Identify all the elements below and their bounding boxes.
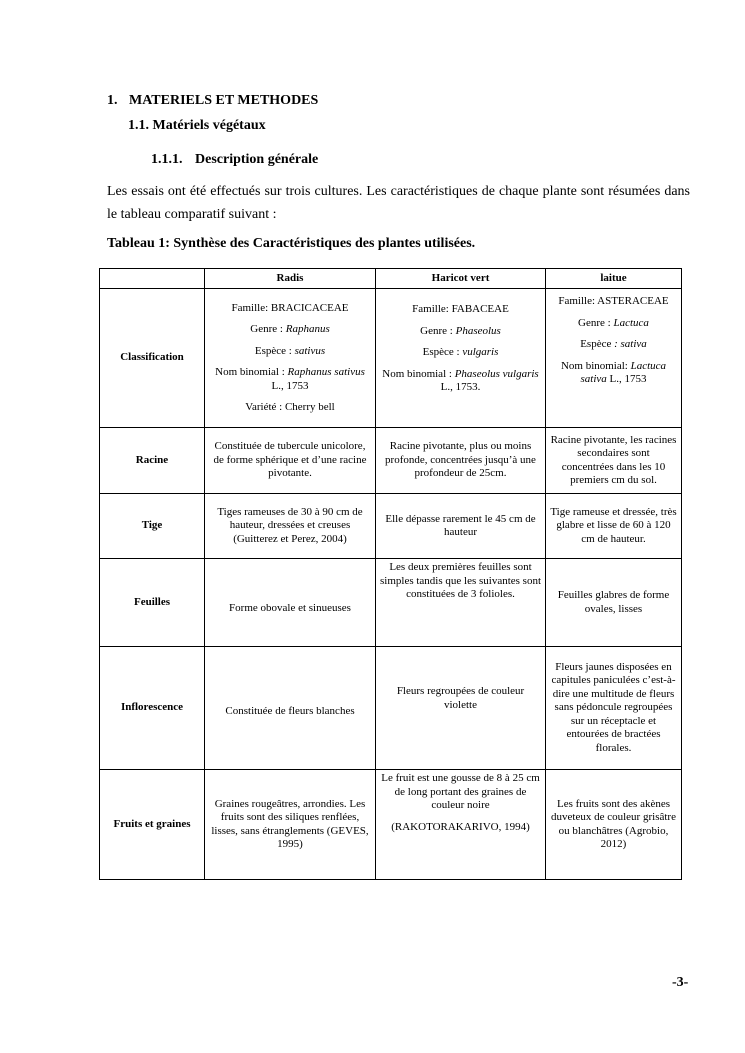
cell-classification-radis <box>205 289 376 428</box>
espece-text: Espèce : sativus <box>254 344 326 357</box>
header-haricot: Haricot vert <box>376 269 546 289</box>
subsubsection-number: 1.1.1. <box>151 152 183 167</box>
row-label-classification: Classification <box>100 289 205 428</box>
page-number: -3- <box>672 975 689 990</box>
espece-text: Espèce : sativa <box>580 338 647 350</box>
table-caption: Tableau 1: Synthèse des Caractéristiques des plantes utilisées. <box>107 236 476 251</box>
row-label-inflorescence: Inflorescence <box>100 647 205 770</box>
row-label-feuilles: Feuilles <box>100 559 205 647</box>
variete-text: Variété : Cherry bell <box>245 401 335 413</box>
table-row-tige <box>100 494 682 559</box>
row-label-racine: Racine <box>100 428 205 494</box>
nom-binomial-text: Nom binomial: Lactuca sativa L., 1753 <box>560 359 667 385</box>
header-radis: Radis <box>205 269 376 289</box>
table-row-feuilles <box>100 559 682 647</box>
nom-binomial-text: Nom binomial : Phaseolus vulgaris L., 1753. <box>382 367 539 393</box>
nom-binomial-text: Nom binomial : Raphanus sativus L., 1753 <box>215 366 365 392</box>
cell-tige-laitue: Tige rameuse et dressée, très glabre et lisse de 60 à 120 cm de hauteur. <box>546 494 682 559</box>
famille-text: Famille: BRACICACEAE <box>231 301 349 314</box>
famille-text: Famille: FABACEAE <box>412 303 509 315</box>
table-row-classification <box>100 289 682 428</box>
subsection-heading: 1.1. Matériels végétaux <box>128 118 266 133</box>
cell-inflorescence-laitue: Fleurs jaunes disposées en capitules paniculées c’est-à-dire une multitude de fleurs sans pédoncule regroupées sur un réceptacle et entourées de bractées florales. <box>546 647 682 770</box>
characteristics-table <box>99 268 682 880</box>
cell-racine-haricot: Racine pivotante, plus ou moins profonde, concentrées jusqu’à une profondeur de 25cm. <box>376 428 546 494</box>
famille-text: Famille: ASTERACEAE <box>558 295 669 307</box>
section-title: MATERIELS ET METHODES <box>129 93 319 108</box>
section-heading <box>107 93 318 109</box>
cell-fruits-laitue: Les fruits sont des akènes duveteux de couleur grisâtre ou blanchâtres (Agrobio, 2012) <box>546 770 682 880</box>
espece-text: Espèce : vulgaris <box>422 346 499 358</box>
row-label-fruits: Fruits et graines <box>100 770 205 880</box>
header-empty <box>100 269 205 289</box>
table-row-racine <box>100 428 682 494</box>
cell-fruits-radis: Graines rougeâtres, arrondies. Les fruits sont des siliques renflées, lisses, sans étranglements (GEVES, 1995) <box>205 770 376 880</box>
cell-inflorescence-haricot: Fleurs regroupées de couleur violette <box>376 647 546 770</box>
section-number: 1. <box>107 93 118 108</box>
cell-classification-laitue <box>546 289 682 428</box>
fruits-haricot-reference: (RAKOTORAKARIVO, 1994) <box>391 820 530 833</box>
cell-feuilles-haricot: Les deux premières feuilles sont simples tandis que les suivantes sont constituées de 3 folioles. <box>376 559 546 647</box>
header-laitue: laitue <box>546 269 682 289</box>
cell-tige-radis: Tiges rameuses de 30 à 90 cm de hauteur, dressées et creuses (Guitterez et Perez, 2004) <box>205 494 376 559</box>
genre-text: Genre : Raphanus <box>250 323 330 335</box>
table-row-fruits <box>100 770 682 880</box>
cell-classification-haricot <box>376 289 546 428</box>
table-row-inflorescence <box>100 647 682 770</box>
intro-paragraph: Les essais ont été effectués sur trois cultures. Les caractéristiques de chaque plante sont résumées dans le tableau comparatif suivant : <box>107 184 690 222</box>
row-label-tige: Tige <box>100 494 205 559</box>
fruits-haricot-text: Le fruit est une gousse de 8 à 25 cm de long portant des graines de couleur noire <box>381 772 540 811</box>
genre-text: Genre : Lactuca <box>578 316 649 329</box>
cell-feuilles-radis: Forme obovale et sinueuses <box>205 559 376 647</box>
cell-feuilles-laitue: Feuilles glabres de forme ovales, lisses <box>546 559 682 647</box>
cell-racine-radis: Constituée de tubercule unicolore, de forme sphérique et d’une racine pivotante. <box>205 428 376 494</box>
cell-inflorescence-radis: Constituée de fleurs blanches <box>205 647 376 770</box>
genre-text: Genre : Phaseolus <box>420 324 501 337</box>
cell-fruits-haricot <box>376 770 546 880</box>
cell-racine-laitue: Racine pivotante, les racines secondaires sont concentrées dans les 10 premiers cm du sol. <box>546 428 682 494</box>
cell-tige-haricot: Elle dépasse rarement le 45 cm de hauteur <box>376 494 546 559</box>
subsubsection-heading <box>151 152 318 168</box>
table-header-row <box>100 269 682 289</box>
subsubsection-title: Description générale <box>195 152 319 167</box>
